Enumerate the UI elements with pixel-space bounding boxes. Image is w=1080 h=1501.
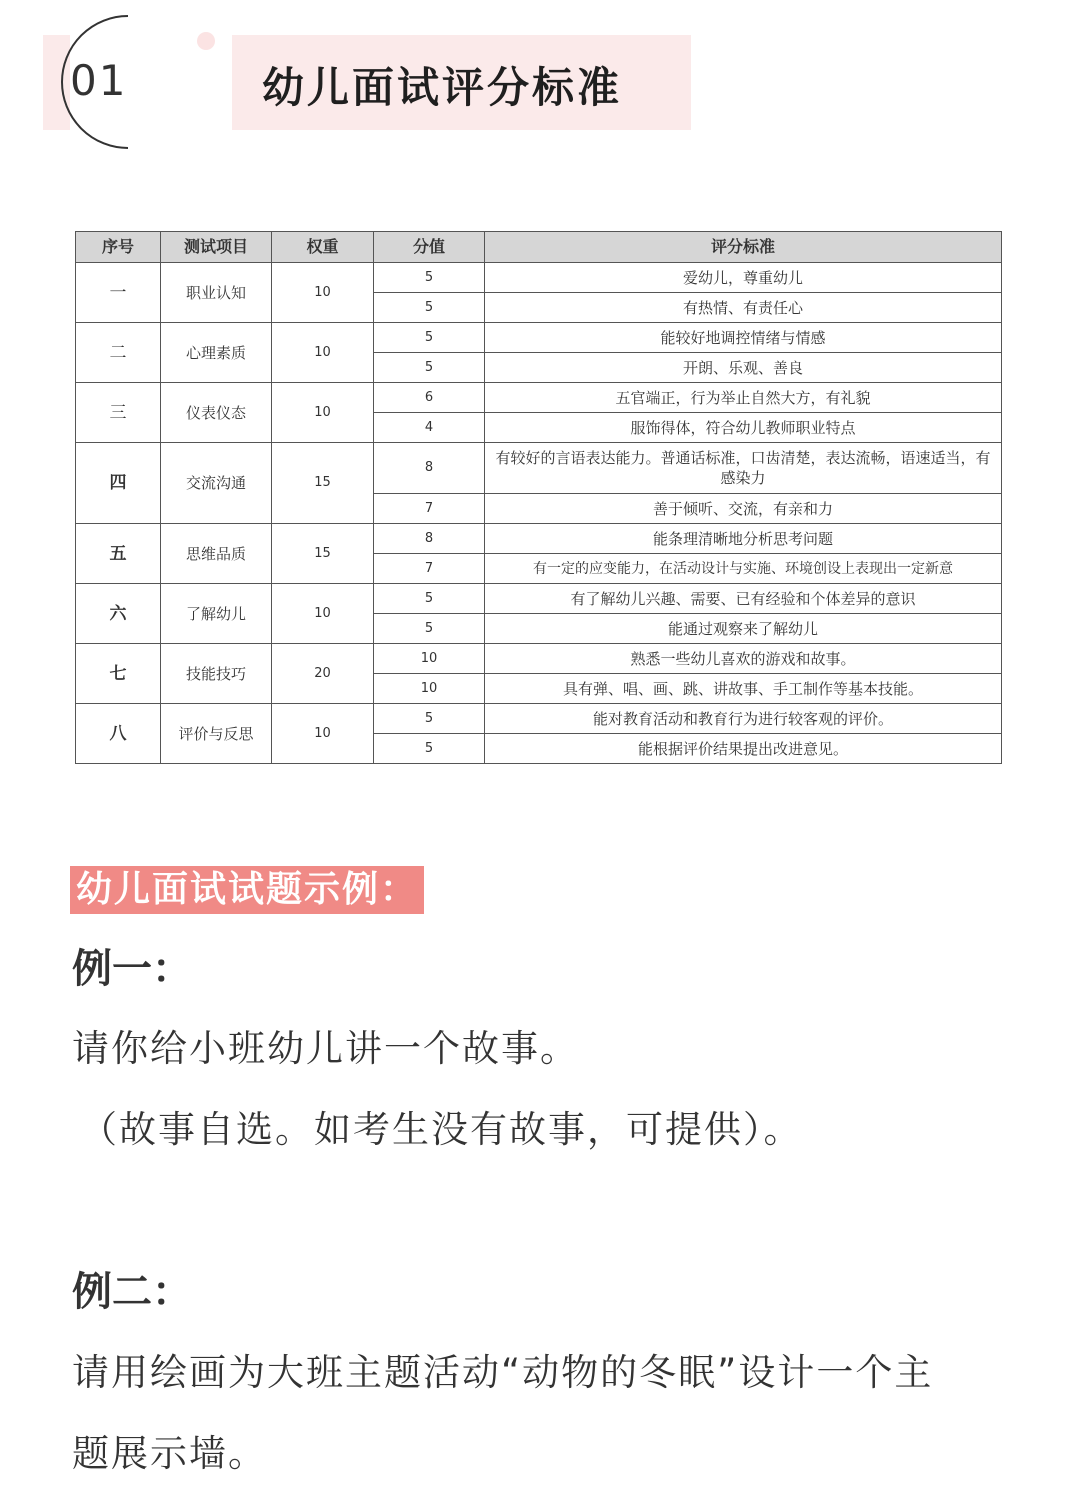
score-cell: 4 <box>374 413 485 443</box>
example-two-heading: 例二： <box>72 1269 192 1315</box>
item-cell: 职业认知 <box>161 263 272 323</box>
score-cell: 8 <box>374 443 485 494</box>
item-cell: 交流沟通 <box>161 443 272 524</box>
seq-cell: 五 <box>76 524 161 584</box>
table-row <box>76 584 1002 614</box>
score-cell: 6 <box>374 383 485 413</box>
score-cell: 5 <box>374 704 485 734</box>
item-cell: 技能技巧 <box>161 644 272 704</box>
example-two-line-1: 请用绘画为大班主题活动“动物的冬眠”设计一个主 <box>72 1351 934 1394</box>
score-cell: 7 <box>374 554 485 584</box>
criteria-cell: 有一定的应变能力，在活动设计与实施、环境创设上表现出一定新意 <box>485 554 1002 584</box>
criteria-cell: 能对教育活动和教育行为进行较客观的评价。 <box>485 704 1002 734</box>
example-one-heading: 例一： <box>72 946 192 992</box>
criteria-cell: 能根据评价结果提出改进意见。 <box>485 734 1002 764</box>
weight-cell: 10 <box>272 704 374 764</box>
score-cell: 10 <box>374 674 485 704</box>
criteria-cell: 善于倾听、交流，有亲和力 <box>485 494 1002 524</box>
table-row <box>76 383 1002 413</box>
score-cell: 5 <box>374 293 485 323</box>
score-cell: 5 <box>374 614 485 644</box>
score-cell: 10 <box>374 644 485 674</box>
score-cell: 5 <box>374 353 485 383</box>
criteria-cell: 能较好地调控情绪与情感 <box>485 323 1002 353</box>
item-cell: 仪表仪态 <box>161 383 272 443</box>
score-cell: 5 <box>374 263 485 293</box>
decor-dot <box>197 32 215 50</box>
seq-cell: 三 <box>76 383 161 443</box>
score-cell: 7 <box>374 494 485 524</box>
item-cell: 评价与反思 <box>161 704 272 764</box>
weight-cell: 10 <box>272 584 374 644</box>
table-row <box>76 323 1002 353</box>
weight-cell: 15 <box>272 443 374 524</box>
item-cell: 了解幼儿 <box>161 584 272 644</box>
weight-cell: 10 <box>272 263 374 323</box>
seq-cell: 一 <box>76 263 161 323</box>
criteria-cell: 服饰得体，符合幼儿教师职业特点 <box>485 413 1002 443</box>
table-row <box>76 443 1002 494</box>
criteria-cell: 有较好的言语表达能力。普通话标准，口齿清楚，表达流畅，语速适当，有感染力 <box>485 443 1002 494</box>
table-header-row <box>76 232 1002 263</box>
weight-cell: 10 <box>272 383 374 443</box>
criteria-cell: 具有弹、唱、画、跳、讲故事、手工制作等基本技能。 <box>485 674 1002 704</box>
criteria-cell: 能条理清晰地分析思考问题 <box>485 524 1002 554</box>
seq-cell: 七 <box>76 644 161 704</box>
criteria-cell: 五官端正，行为举止自然大方，有礼貌 <box>485 383 1002 413</box>
table-row <box>76 704 1002 734</box>
example-two-line-2: 题展示墙。 <box>72 1432 267 1475</box>
seq-cell: 六 <box>76 584 161 644</box>
header-cell: 序号 <box>76 232 161 263</box>
table-row <box>76 644 1002 674</box>
score-cell: 5 <box>374 323 485 353</box>
seq-cell: 四 <box>76 443 161 524</box>
scoring-table <box>75 231 1002 764</box>
weight-cell: 15 <box>272 524 374 584</box>
score-cell: 5 <box>374 734 485 764</box>
score-cell: 8 <box>374 524 485 554</box>
table-row <box>76 524 1002 554</box>
title-banner <box>232 35 691 130</box>
weight-cell: 20 <box>272 644 374 704</box>
criteria-cell: 能通过观察来了解幼儿 <box>485 614 1002 644</box>
section-number: 01 <box>70 56 128 105</box>
example-one-line-2: （故事自选。如考生没有故事，可提供）。 <box>80 1108 803 1151</box>
seq-cell: 八 <box>76 704 161 764</box>
header-cell: 测试项目 <box>161 232 272 263</box>
item-cell: 心理素质 <box>161 323 272 383</box>
header-cell: 评分标准 <box>485 232 1002 263</box>
weight-cell: 10 <box>272 323 374 383</box>
item-cell: 思维品质 <box>161 524 272 584</box>
criteria-cell: 有热情、有责任心 <box>485 293 1002 323</box>
seq-cell: 二 <box>76 323 161 383</box>
examples-section-label: 幼儿面试试题示例： <box>70 866 424 914</box>
criteria-cell: 有了解幼儿兴趣、需要、已有经验和个体差异的意识 <box>485 584 1002 614</box>
criteria-cell: 爱幼儿，尊重幼儿 <box>485 263 1002 293</box>
header-cell: 权重 <box>272 232 374 263</box>
header-cell: 分值 <box>374 232 485 263</box>
criteria-cell: 熟悉一些幼儿喜欢的游戏和故事。 <box>485 644 1002 674</box>
table-row <box>76 263 1002 293</box>
page-title: 幼儿面试评分标准 <box>262 63 623 112</box>
criteria-cell: 开朗、乐观、善良 <box>485 353 1002 383</box>
score-cell: 5 <box>374 584 485 614</box>
example-one-line-1: 请你给小班幼儿讲一个故事。 <box>72 1027 579 1070</box>
